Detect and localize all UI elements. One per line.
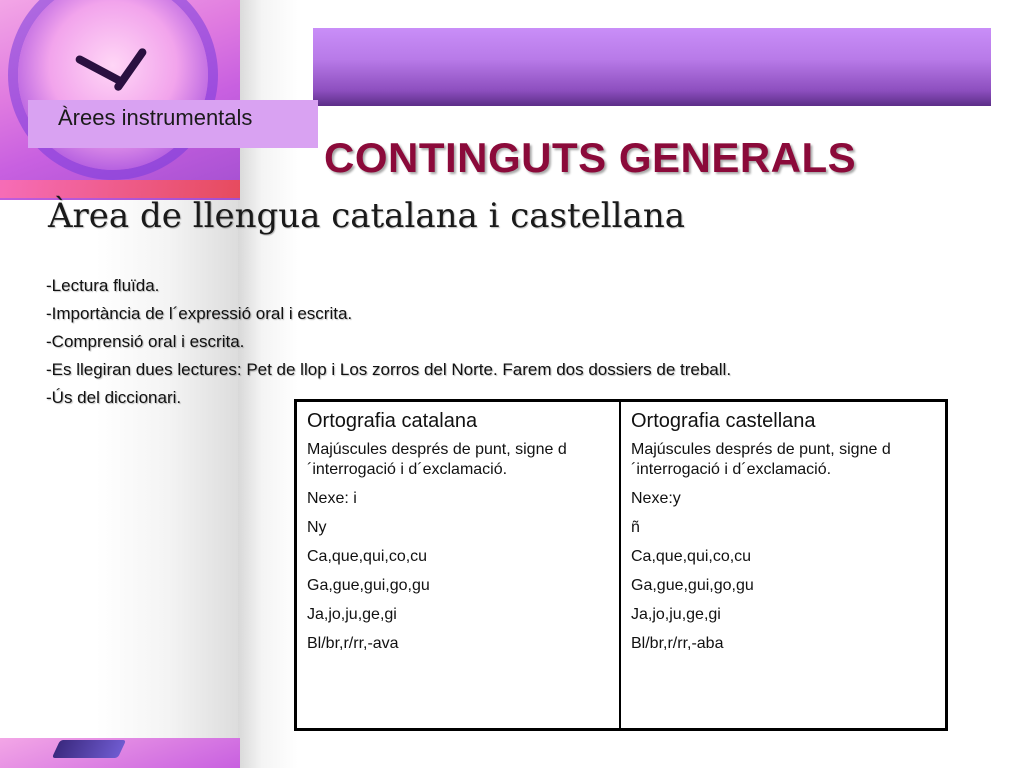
page-subtitle: Àrea de llengua catalana i castellana: [48, 196, 685, 236]
page-title: CONTINGUTS GENERALS: [324, 134, 857, 181]
table-cell-line: Ny: [307, 519, 327, 536]
top-banner: [313, 28, 991, 106]
table-cell-line: ñ: [631, 519, 640, 536]
orthography-table: [294, 399, 948, 731]
table-cell-line: Ga,gue,gui,go,gu: [631, 577, 754, 594]
section-label-text: Àrees instrumentals: [58, 105, 253, 130]
column-heading: Ortografia castellana: [631, 410, 816, 432]
table-column-catalana: [297, 402, 621, 728]
table-cell-line: Ga,gue,gui,go,gu: [307, 577, 430, 594]
list-item: -Es llegiran dues lectures: Pet de llop i Los zorros del Norte. Farem dos dossiers de treball.: [46, 360, 732, 379]
table-cell-line: Ca,que,qui,co,cu: [631, 548, 752, 565]
table-cell-line: Bl/br,r/rr,-ava: [307, 635, 399, 652]
list-item: -Comprensió oral i escrita.: [46, 332, 245, 351]
table-cell-line: Nexe: i: [307, 490, 357, 507]
column-heading: Ortografia catalana: [307, 410, 478, 432]
table-cell-line: Ca,que,qui,co,cu: [307, 548, 428, 565]
table-cell-line: Nexe:y: [631, 490, 681, 507]
list-item: -Ús del diccionari.: [46, 388, 182, 407]
table-cell-line: Majúscules després de punt, signe d´interrogació i d´exclamació.: [307, 441, 567, 478]
table-cell-line: Majúscules després de punt, signe d´interrogació i d´exclamació.: [631, 441, 891, 478]
decorative-object: [52, 740, 126, 758]
content-list: [46, 272, 731, 412]
list-item: -Importància de l´expressió oral i escrita.: [46, 304, 353, 323]
table-column-castellana: [621, 402, 945, 728]
table-cell-line: Ja,jo,ju,ge,gi: [631, 606, 721, 623]
table-cell-line: Ja,jo,ju,ge,gi: [307, 606, 397, 623]
list-item: -Lectura fluïda.: [46, 276, 160, 295]
section-label: [28, 100, 318, 148]
table-cell-line: Bl/br,r/rr,-aba: [631, 635, 724, 652]
